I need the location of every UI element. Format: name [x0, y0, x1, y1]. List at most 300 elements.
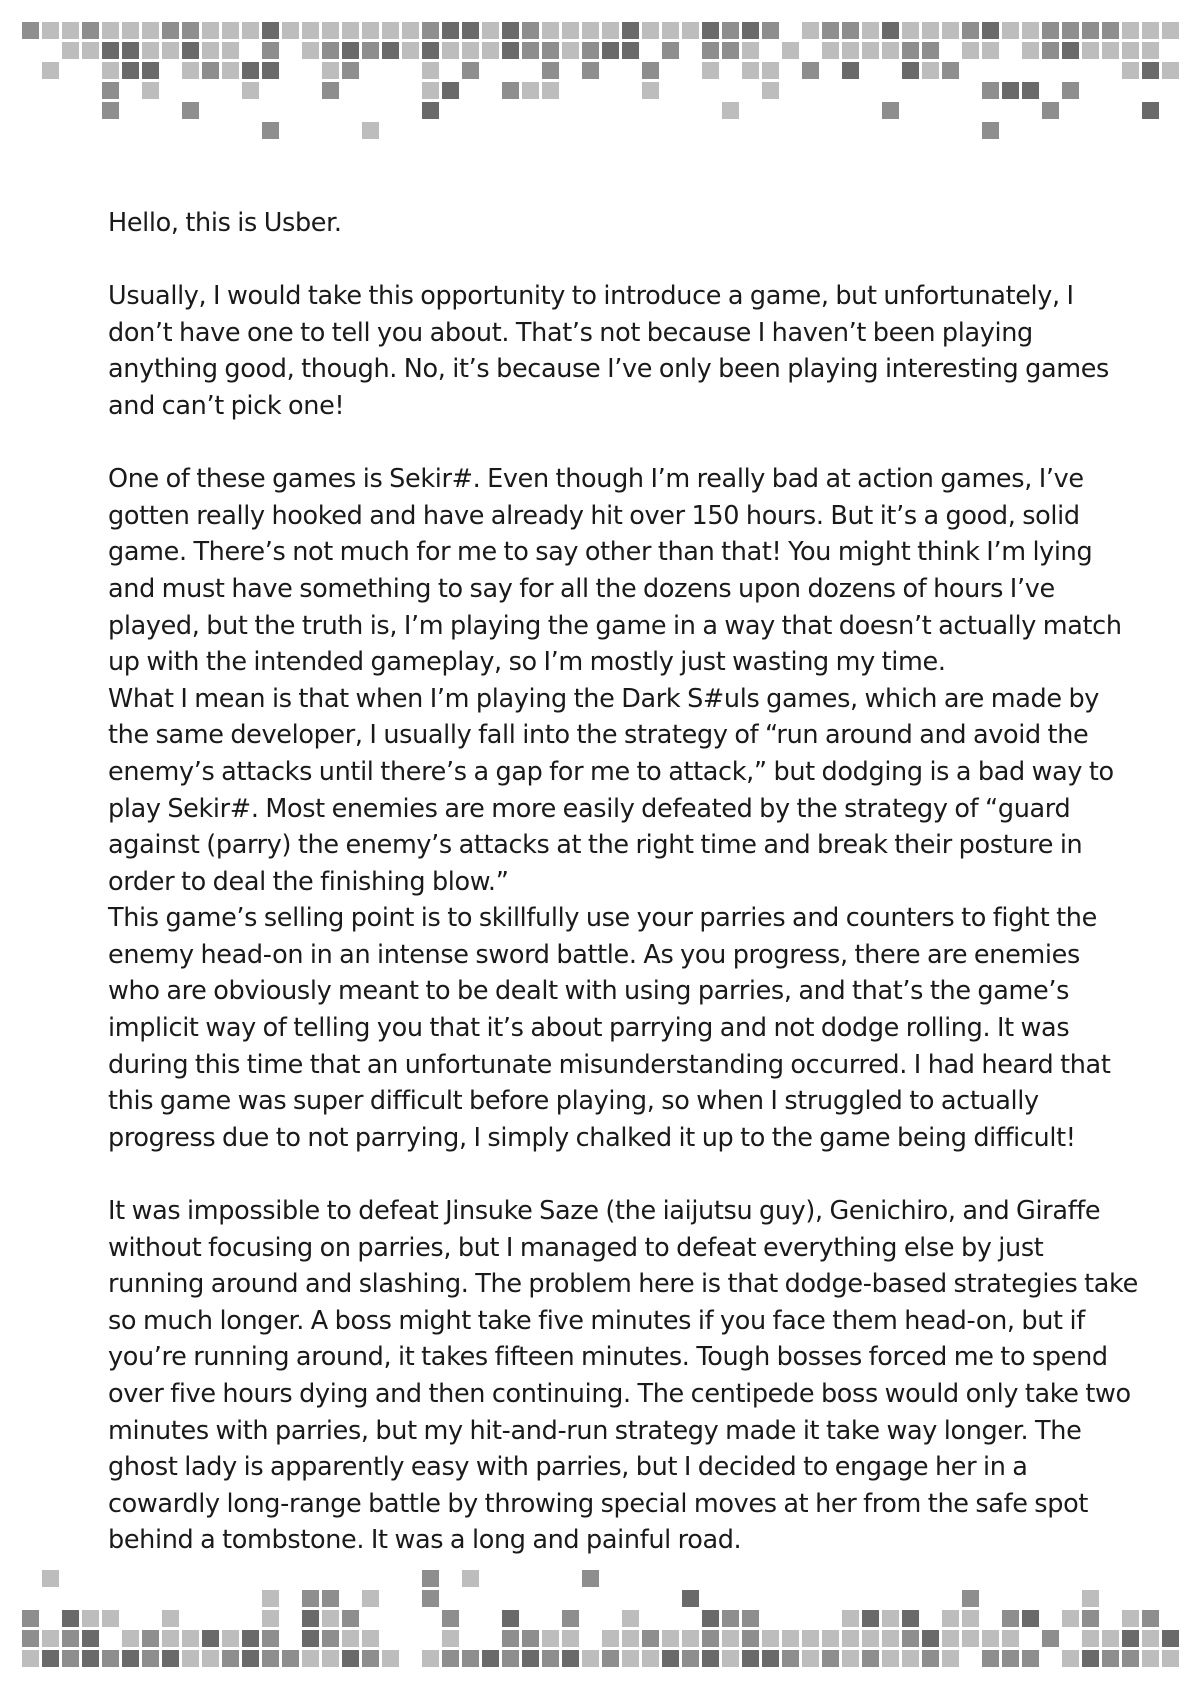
pixel-square — [802, 22, 819, 39]
pixel-square — [442, 82, 459, 99]
pixel-square — [422, 1590, 439, 1607]
pixel-square — [182, 1630, 199, 1647]
letter-paragraph-3: What I mean is that when I’m playing the Dark S#uls games, which are made by the same developer, I usually fall into the strategy of “run around and avoid the enemy’s attacks until there’s a gap for me to attack,” but dodging is a bad way to play Sekir#. Most enemies are more easily defeated by the strategy of “guard against (parry) the enemy’s attacks at the right time and break their posture in order to deal the finishing blow.” — [108, 683, 1114, 897]
pixel-square — [162, 22, 179, 39]
pixel-square — [1142, 22, 1159, 39]
pixel-square — [662, 22, 679, 39]
pixel-square — [202, 1650, 219, 1667]
pixel-square — [942, 62, 959, 79]
pixel-square — [322, 62, 339, 79]
pixel-square — [882, 42, 899, 59]
pixel-square — [202, 1630, 219, 1647]
pixel-square — [842, 1610, 859, 1627]
pixel-square — [242, 82, 259, 99]
pixel-square — [562, 22, 579, 39]
pixel-square — [1122, 1650, 1139, 1667]
pixel-square — [42, 1650, 59, 1667]
pixel-square — [462, 62, 479, 79]
pixel-square — [1002, 1650, 1019, 1667]
pixel-square — [942, 1630, 959, 1647]
pixel-square — [1062, 82, 1079, 99]
pixel-square — [842, 42, 859, 59]
pixel-square — [82, 1630, 99, 1647]
pixel-square — [462, 22, 479, 39]
pixel-square — [122, 42, 139, 59]
pixel-square — [462, 1650, 479, 1667]
top-pixel-mosaic — [22, 22, 1182, 152]
pixel-square — [142, 42, 159, 59]
top-pixel-border-icon — [22, 22, 1182, 152]
pixel-square — [762, 82, 779, 99]
pixel-square — [362, 22, 379, 39]
pixel-square — [962, 22, 979, 39]
pixel-square — [162, 1650, 179, 1667]
pixel-square — [302, 1590, 319, 1607]
pixel-square — [642, 82, 659, 99]
pixel-square — [322, 1590, 339, 1607]
pixel-square — [422, 1570, 439, 1587]
pixel-square — [682, 1630, 699, 1647]
letter-paragraph-1: Usually, I would take this opportunity to introduce a game, but unfortunately, I don’t have one to tell you about. That’s not because I haven’t been playing anything good, though. No, it’s because I’ve only been playing interesting games and can’t pick one! — [108, 281, 1109, 421]
pixel-square — [542, 1650, 559, 1667]
pixel-square — [1062, 42, 1079, 59]
pixel-square — [802, 1650, 819, 1667]
pixel-square — [922, 1630, 939, 1647]
pixel-square — [902, 1610, 919, 1627]
pixel-square — [22, 1630, 39, 1647]
pixel-square — [1122, 62, 1139, 79]
letter-paragraph-5: It was impossible to defeat Jinsuke Saze (the iaijutsu guy), Genichiro, and Giraffe without focusing on parries, but I managed to defeat everything else by just running around and slashing. The problem here is that dodge-based strategies take so much longer. A boss might take five minutes if you face them head-on, but if you’re running around, it takes fifteen minutes. Tough bosses forced me to spend over five hours dying and then continuing. The centipede boss would only take two minutes with parries, but my hit-and-run strategy made it take way longer. The ghost lady is apparently easy with parries, but I decided to engage her in a cowardly long-range battle by throwing special moves at her from the safe spot behind a tombstone. It was a long and painful road. — [108, 1196, 1138, 1556]
pixel-square — [102, 42, 119, 59]
pixel-square — [262, 1610, 279, 1627]
pixel-square — [1162, 1650, 1179, 1667]
pixel-square — [722, 1610, 739, 1627]
pixel-square — [642, 22, 659, 39]
pixel-square — [182, 102, 199, 119]
pixel-square — [102, 1650, 119, 1667]
pixel-square — [822, 22, 839, 39]
pixel-square — [642, 62, 659, 79]
pixel-square — [622, 1650, 639, 1667]
pixel-square — [1022, 22, 1039, 39]
letter-paragraph-4: This game’s selling point is to skillfully use your parries and counters to fight the enemy head-on in an intense sword battle. As you progress, there are enemies who are obviously meant to be dealt with using parries, and that’s the game’s implicit way of telling you that it’s about parrying and not dodge rolling. It was during this time that an unfortunate misunderstanding occurred. I had heard that this game was super difficult before playing, so when I struggled to actually progress due to not parrying, I simply chalked it up to the game being difficult! — [108, 903, 1111, 1153]
pixel-square — [1002, 82, 1019, 99]
pixel-square — [182, 1650, 199, 1667]
pixel-square — [742, 1650, 759, 1667]
pixel-square — [782, 42, 799, 59]
pixel-square — [262, 1630, 279, 1647]
pixel-square — [982, 1650, 999, 1667]
pixel-square — [742, 42, 759, 59]
pixel-square — [1022, 42, 1039, 59]
pixel-square — [1142, 1610, 1159, 1627]
pixel-square — [1022, 82, 1039, 99]
pixel-square — [1062, 1610, 1079, 1627]
pixel-square — [442, 22, 459, 39]
pixel-square — [942, 1610, 959, 1627]
pixel-square — [522, 82, 539, 99]
pixel-square — [722, 42, 739, 59]
pixel-square — [1042, 42, 1059, 59]
pixel-square — [62, 1650, 79, 1667]
pixel-square — [502, 1610, 519, 1627]
pixel-square — [902, 1630, 919, 1647]
pixel-square — [642, 1650, 659, 1667]
pixel-square — [722, 1650, 739, 1667]
pixel-square — [122, 62, 139, 79]
pixel-square — [242, 1630, 259, 1647]
pixel-square — [1002, 22, 1019, 39]
pixel-square — [822, 42, 839, 59]
pixel-square — [82, 1610, 99, 1627]
pixel-square — [262, 62, 279, 79]
pixel-square — [102, 82, 119, 99]
pixel-square — [562, 1610, 579, 1627]
pixel-square — [222, 62, 239, 79]
pixel-square — [82, 1650, 99, 1667]
paragraph-gap — [108, 425, 1138, 462]
pixel-square — [842, 22, 859, 39]
pixel-square — [442, 1650, 459, 1667]
pixel-square — [102, 102, 119, 119]
pixel-square — [422, 82, 439, 99]
pixel-square — [1002, 1630, 1019, 1647]
pixel-square — [382, 22, 399, 39]
pixel-square — [322, 22, 339, 39]
pixel-square — [1162, 22, 1179, 39]
pixel-square — [342, 22, 359, 39]
pixel-square — [1122, 22, 1139, 39]
pixel-square — [322, 42, 339, 59]
pixel-square — [82, 42, 99, 59]
pixel-square — [162, 42, 179, 59]
pixel-square — [122, 22, 139, 39]
pixel-square — [62, 1610, 79, 1627]
pixel-square — [582, 62, 599, 79]
pixel-square — [302, 42, 319, 59]
pixel-square — [682, 22, 699, 39]
pixel-square — [862, 1610, 879, 1627]
pixel-square — [862, 1630, 879, 1647]
pixel-square — [862, 1650, 879, 1667]
pixel-square — [682, 1650, 699, 1667]
pixel-square — [602, 1650, 619, 1667]
pixel-square — [702, 42, 719, 59]
pixel-square — [242, 22, 259, 39]
pixel-square — [542, 22, 559, 39]
pixel-square — [362, 1650, 379, 1667]
pixel-square — [362, 1630, 379, 1647]
pixel-square — [262, 1650, 279, 1667]
pixel-square — [1142, 62, 1159, 79]
pixel-square — [782, 1650, 799, 1667]
pixel-square — [22, 1650, 39, 1667]
pixel-square — [602, 22, 619, 39]
pixel-square — [1102, 1630, 1119, 1647]
pixel-square — [202, 62, 219, 79]
pixel-square — [242, 62, 259, 79]
pixel-square — [142, 1650, 159, 1667]
pixel-square — [762, 62, 779, 79]
pixel-square — [662, 1630, 679, 1647]
pixel-square — [102, 22, 119, 39]
pixel-square — [882, 1610, 899, 1627]
pixel-square — [282, 1650, 299, 1667]
pixel-square — [762, 1630, 779, 1647]
pixel-square — [702, 1610, 719, 1627]
pixel-square — [742, 1630, 759, 1647]
pixel-square — [262, 42, 279, 59]
pixel-square — [182, 22, 199, 39]
pixel-square — [262, 1590, 279, 1607]
letter-greeting: Hello, this is Usber. — [108, 208, 342, 238]
pixel-square — [1062, 22, 1079, 39]
pixel-square — [582, 1650, 599, 1667]
pixel-square — [842, 1650, 859, 1667]
pixel-square — [1082, 1630, 1099, 1647]
pixel-square — [582, 42, 599, 59]
pixel-square — [602, 1630, 619, 1647]
pixel-square — [962, 1590, 979, 1607]
pixel-square — [762, 22, 779, 39]
pixel-square — [682, 1590, 699, 1607]
pixel-square — [982, 22, 999, 39]
pixel-square — [622, 1610, 639, 1627]
pixel-square — [922, 62, 939, 79]
pixel-square — [142, 82, 159, 99]
pixel-square — [702, 1650, 719, 1667]
pixel-square — [1122, 42, 1139, 59]
pixel-square — [582, 22, 599, 39]
pixel-square — [1082, 1650, 1099, 1667]
pixel-square — [822, 1650, 839, 1667]
pixel-square — [422, 62, 439, 79]
pixel-square — [342, 1630, 359, 1647]
pixel-square — [502, 82, 519, 99]
pixel-square — [322, 1610, 339, 1627]
pixel-square — [1122, 1610, 1139, 1627]
pixel-square — [862, 42, 879, 59]
pixel-square — [422, 102, 439, 119]
pixel-square — [482, 1650, 499, 1667]
pixel-square — [842, 62, 859, 79]
pixel-square — [542, 82, 559, 99]
pixel-square — [502, 42, 519, 59]
pixel-square — [1062, 1650, 1079, 1667]
pixel-square — [62, 22, 79, 39]
pixel-square — [322, 1630, 339, 1647]
paragraph-gap — [108, 242, 1138, 279]
pixel-square — [1022, 1610, 1039, 1627]
pixel-square — [1002, 1610, 1019, 1627]
pixel-square — [342, 62, 359, 79]
pixel-square — [942, 22, 959, 39]
pixel-square — [582, 1570, 599, 1587]
pixel-square — [1102, 22, 1119, 39]
pixel-square — [142, 1630, 159, 1647]
pixel-square — [222, 22, 239, 39]
pixel-square — [302, 1610, 319, 1627]
pixel-square — [762, 1650, 779, 1667]
pixel-square — [442, 1630, 459, 1647]
pixel-square — [1082, 1610, 1099, 1627]
pixel-square — [242, 1650, 259, 1667]
pixel-square — [42, 1570, 59, 1587]
pixel-square — [362, 122, 379, 139]
pixel-square — [262, 22, 279, 39]
pixel-square — [222, 42, 239, 59]
pixel-square — [962, 42, 979, 59]
pixel-square — [82, 22, 99, 39]
pixel-square — [62, 1630, 79, 1647]
pixel-square — [302, 1650, 319, 1667]
pixel-square — [342, 1610, 359, 1627]
pixel-square — [922, 22, 939, 39]
bottom-pixel-mosaic — [22, 1570, 1182, 1686]
pixel-square — [402, 22, 419, 39]
pixel-square — [1142, 1650, 1159, 1667]
pixel-square — [402, 42, 419, 59]
pixel-square — [522, 42, 539, 59]
pixel-square — [362, 42, 379, 59]
pixel-square — [302, 22, 319, 39]
pixel-square — [102, 1610, 119, 1627]
pixel-square — [162, 1610, 179, 1627]
pixel-square — [982, 122, 999, 139]
pixel-square — [22, 1610, 39, 1627]
pixel-square — [202, 22, 219, 39]
pixel-square — [902, 1650, 919, 1667]
pixel-square — [102, 62, 119, 79]
pixel-square — [322, 1650, 339, 1667]
pixel-square — [482, 22, 499, 39]
pixel-square — [42, 1630, 59, 1647]
pixel-square — [782, 1630, 799, 1647]
pixel-square — [382, 42, 399, 59]
pixel-square — [742, 62, 759, 79]
pixel-square — [382, 1650, 399, 1667]
pixel-square — [1162, 62, 1179, 79]
pixel-square — [522, 1650, 539, 1667]
pixel-square — [802, 62, 819, 79]
pixel-square — [742, 1610, 759, 1627]
pixel-square — [362, 1590, 379, 1607]
pixel-square — [1142, 42, 1159, 59]
pixel-square — [202, 42, 219, 59]
pixel-square — [1082, 22, 1099, 39]
pixel-square — [122, 1630, 139, 1647]
pixel-square — [502, 1630, 519, 1647]
pixel-square — [722, 1630, 739, 1647]
pixel-square — [562, 1650, 579, 1667]
pixel-square — [482, 42, 499, 59]
pixel-square — [1082, 1590, 1099, 1607]
pixel-square — [342, 42, 359, 59]
pixel-square — [962, 1630, 979, 1647]
pixel-square — [522, 1630, 539, 1647]
pixel-square — [42, 62, 59, 79]
pixel-square — [902, 22, 919, 39]
pixel-square — [62, 42, 79, 59]
pixel-square — [422, 42, 439, 59]
pixel-square — [562, 1630, 579, 1647]
pixel-square — [142, 22, 159, 39]
pixel-square — [542, 1630, 559, 1647]
pixel-square — [522, 22, 539, 39]
pixel-square — [602, 42, 619, 59]
pixel-square — [542, 42, 559, 59]
pixel-square — [1042, 1630, 1059, 1647]
pixel-square — [1142, 1630, 1159, 1647]
pixel-square — [262, 122, 279, 139]
pixel-square — [1102, 42, 1119, 59]
pixel-square — [842, 1630, 859, 1647]
pixel-square — [622, 22, 639, 39]
pixel-square — [942, 1650, 959, 1667]
pixel-square — [502, 22, 519, 39]
pixel-square — [42, 22, 59, 39]
pixel-square — [1082, 42, 1099, 59]
pixel-square — [562, 42, 579, 59]
pixel-square — [442, 42, 459, 59]
pixel-square — [442, 1610, 459, 1627]
pixel-square — [862, 22, 879, 39]
pixel-square — [462, 1570, 479, 1587]
pixel-square — [1162, 1630, 1179, 1647]
pixel-square — [922, 1650, 939, 1667]
pixel-square — [302, 1630, 319, 1647]
pixel-square — [222, 1650, 239, 1667]
pixel-square — [1102, 1650, 1119, 1667]
pixel-square — [742, 22, 759, 39]
pixel-square — [622, 1630, 639, 1647]
pixel-square — [502, 1650, 519, 1667]
pixel-square — [702, 22, 719, 39]
paragraph-gap — [108, 1156, 1138, 1193]
pixel-square — [982, 42, 999, 59]
pixel-square — [222, 1630, 239, 1647]
pixel-square — [182, 42, 199, 59]
pixel-square — [282, 22, 299, 39]
pixel-square — [182, 62, 199, 79]
pixel-square — [702, 62, 719, 79]
pixel-square — [702, 1630, 719, 1647]
pixel-square — [1022, 1650, 1039, 1667]
pixel-square — [662, 1650, 679, 1667]
pixel-square — [422, 22, 439, 39]
letter-body — [108, 205, 1138, 1559]
pixel-square — [902, 42, 919, 59]
pixel-square — [122, 1650, 139, 1667]
pixel-square — [822, 1630, 839, 1647]
pixel-square — [142, 62, 159, 79]
pixel-square — [642, 1630, 659, 1647]
pixel-square — [662, 42, 679, 59]
pixel-square — [982, 1630, 999, 1647]
pixel-square — [802, 1630, 819, 1647]
pixel-square — [542, 62, 559, 79]
pixel-square — [1042, 102, 1059, 119]
pixel-square — [1042, 22, 1059, 39]
pixel-square — [722, 102, 739, 119]
pixel-square — [462, 42, 479, 59]
pixel-square — [882, 22, 899, 39]
pixel-square — [22, 22, 39, 39]
pixel-square — [622, 42, 639, 59]
pixel-square — [162, 1630, 179, 1647]
pixel-square — [322, 82, 339, 99]
pixel-square — [1142, 102, 1159, 119]
